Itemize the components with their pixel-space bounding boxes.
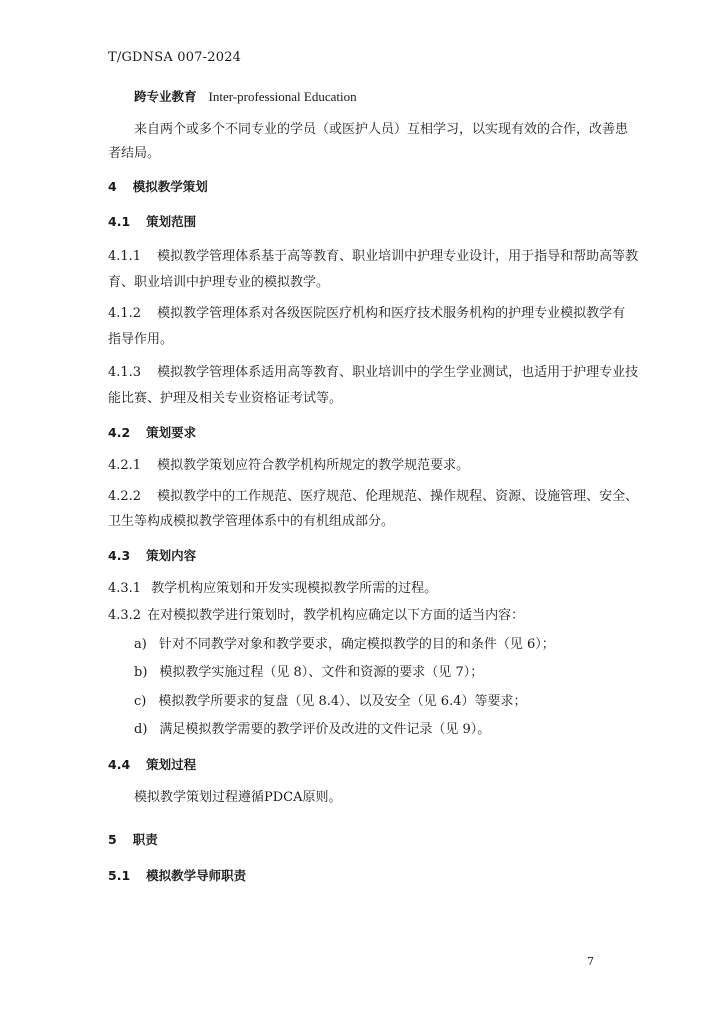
page-number: 7 [587,955,594,968]
clause-4-1-3-line1 [108,364,638,382]
term-definition-line1: 来自两个或多个不同专业的学员（或医护人员）互相学习，以实现有效的合作，改善患 [134,122,629,137]
section-4-heading [108,178,208,196]
list-item-text: 模拟教学实施过程（见 8）、文件和资源的要求（见 7）； [159,665,484,680]
list-item-a [134,636,555,654]
clause-4-3-2 [108,607,524,625]
section-title: 职责 [132,832,158,847]
section-title: 模拟教学策划 [132,179,208,194]
clause-4-3-1 [108,580,437,598]
clause-4-1-2-line2: 指导作用。 [108,332,174,347]
section-number: 5 [108,832,117,847]
section-title: 策划要求 [146,425,197,440]
clause-number: 4.2.1 [108,458,142,473]
clause-4-1-2-line1 [108,305,625,323]
clause-4-1-1-line1 [108,248,638,266]
list-item-b [134,664,483,682]
list-item-text: 针对不同教学对象和教学要求，确定模拟教学的目的和条件（见 6）； [158,637,555,652]
section-number: 5.1 [108,868,131,883]
section-4-3-heading [108,547,196,565]
clause-text: 模拟教学策划应符合教学机构所规定的教学规范要求。 [157,458,470,473]
clause-number: 4.3.2 [108,608,142,623]
section-4-4-heading [108,756,196,774]
clause-text: 教学机构应策划和开发实现模拟教学所需的过程。 [151,581,438,596]
clause-4-1-3-line2: 能比赛、护理及相关专业资格证考试等。 [108,391,343,406]
section-number: 4.3 [108,548,131,563]
clause-number: 4.1.2 [108,306,142,321]
section-4-4-text: 模拟教学策划过程遵循PDCA原则。 [134,790,342,805]
list-item-label: b) [134,665,148,680]
clause-4-1-1-line2: 育、职业培训中护理专业的模拟教学。 [108,275,330,290]
list-item-text: 模拟教学所要求的复盘（见 8.4）、以及安全（见 6.4）等要求； [158,694,527,709]
clause-number: 4.3.1 [108,581,142,596]
clause-text: 在对模拟教学进行策划时，教学机构应确定以下方面的适当内容： [147,608,525,623]
section-number: 4.1 [108,214,131,229]
term-definition-line2: 者结局。 [108,146,161,161]
clause-number: 4.2.2 [108,489,142,504]
clause-text: 模拟教学管理体系对各级医院医疗机构和医疗技术服务机构的护理专业模拟教学有 [157,306,626,321]
list-item-d [134,721,490,739]
section-5-heading [108,831,158,849]
section-4-1-heading [108,213,196,231]
section-title: 策划内容 [146,548,197,563]
section-4-2-heading [108,424,196,442]
clause-4-2-2-line2: 卫生等构成模拟教学管理体系中的有机组成部分。 [108,514,395,529]
section-title: 策划过程 [146,757,197,772]
list-item-c [134,693,526,711]
list-item-label: c) [134,694,147,709]
list-item-label: d) [134,722,148,737]
section-5-1-heading [108,867,246,885]
clause-number: 4.1.3 [108,365,142,380]
section-title: 模拟教学导师职责 [146,868,247,883]
clause-number: 4.1.1 [108,249,142,264]
list-item-label: a) [134,637,147,652]
section-number: 4.2 [108,425,131,440]
section-number: 4 [108,179,117,194]
clause-text: 模拟教学中的工作规范、医疗规范、伦理规范、操作规程、资源、设施管理、安全、 [157,489,639,504]
list-item-text: 满足模拟教学需要的教学评价及改进的文件记录（见 9）。 [159,722,491,737]
standard-number: T/GDNSA 007-2024 [108,50,242,65]
section-title: 策划范围 [146,214,197,229]
clause-text: 模拟教学管理体系基于高等教育、职业培训中护理专业设计，用于指导和帮助高等教 [157,249,639,264]
clause-4-2-1 [108,457,469,475]
term-en: Inter-professional Education [208,89,357,104]
section-number: 4.4 [108,757,131,772]
term-cn: 跨专业教育 [134,89,197,104]
clause-4-2-2-line1 [108,488,638,506]
term-heading [134,88,357,107]
clause-text: 模拟教学管理体系适用高等教育、职业培训中的学生学业测试，也适用于护理专业技 [157,365,639,380]
